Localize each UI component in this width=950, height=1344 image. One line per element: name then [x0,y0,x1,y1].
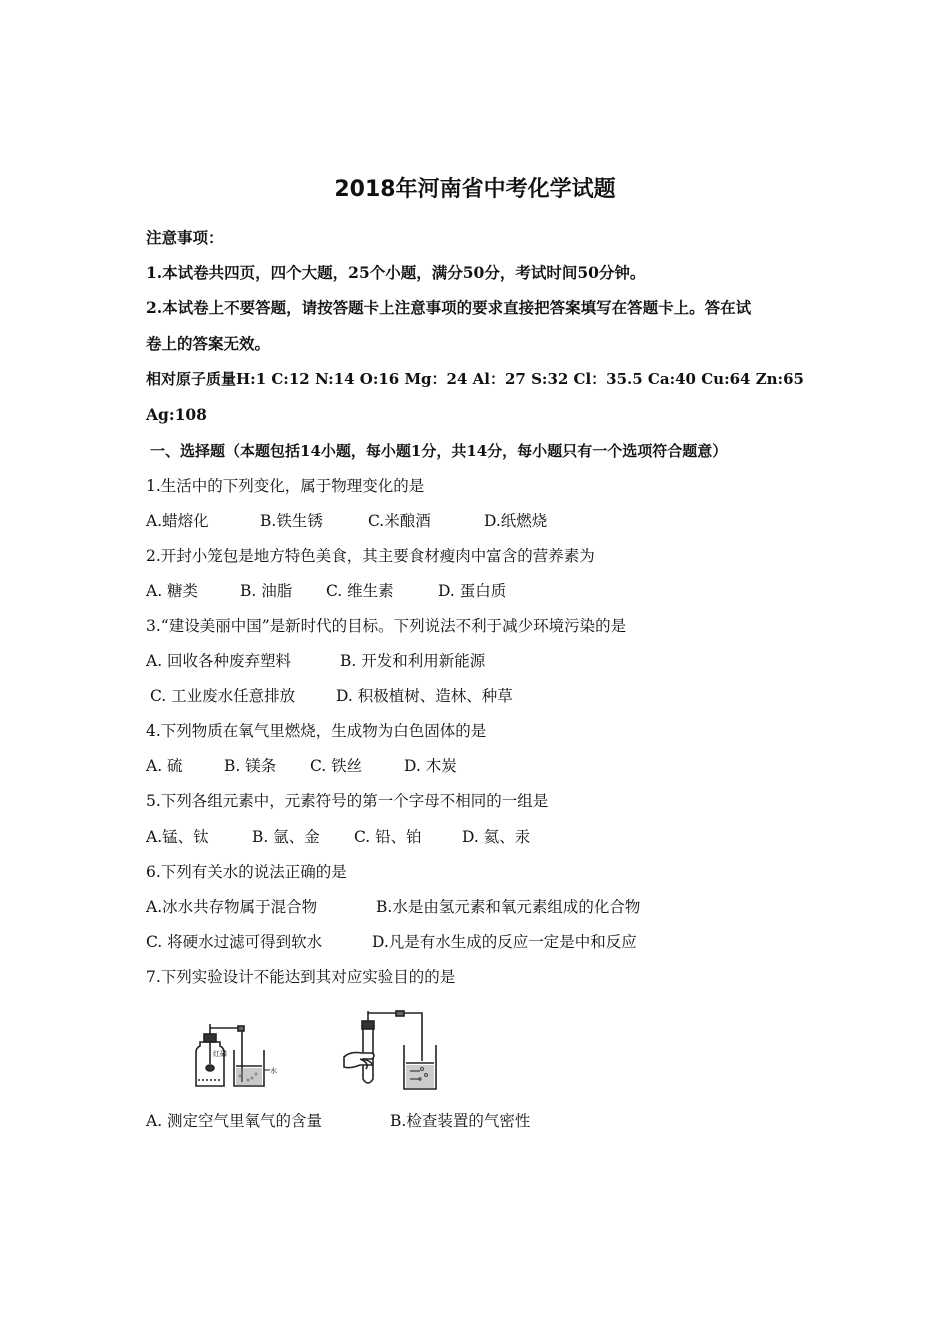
option-a: A.冰水共存物属于混合物 [146,898,318,916]
question-7-options [146,1110,530,1132]
question-7-stem: 7.下列实验设计不能达到其对应实验目的的是 [146,968,456,986]
notice-heading: 注意事项： [146,228,224,247]
option-b: B.水是由氢元素和氧元素组成的化合物 [376,898,641,916]
option-b: B. 开发和利用新能源 [340,652,486,670]
question-2-options [146,580,506,602]
figure-a-oxygen-apparatus [190,1020,280,1092]
figure-b-airtightness-apparatus [336,1005,446,1095]
notice-item-2-line-1: 2.本试卷上不要答题，请按答题卡上注意事项的要求直接把答案填写在答题卡上。答在试 [146,298,752,317]
question-3-stem: 3.“建设美丽中国”是新时代的目标。下列说法不利于减少环境污染的是 [146,617,627,635]
question-6-options-row-1 [146,896,640,918]
question-2-stem: 2.开封小笼包是地方特色美食，其主要食材瘦肉中富含的营养素为 [146,547,595,565]
question-3-options-row-1 [146,650,485,672]
option-d: D.凡是有水生成的反应一定是中和反应 [372,933,637,951]
option-c: C. 维生素 [326,582,394,600]
option-a: A.蜡熔化 [146,512,209,530]
option-a: A.锰、钛 [146,828,209,846]
notice-item-2-line-2: 卷上的答案无效。 [146,334,271,353]
option-c: C.米酿酒 [368,512,431,530]
atomic-mass-line-2: Ag:108 [146,405,207,424]
question-6-stem: 6.下列有关水的说法正确的是 [146,863,347,881]
option-a: A. 糖类 [146,582,199,600]
option-b: B.检查装置的气密性 [390,1112,531,1130]
option-b: B. 油脂 [240,582,293,600]
question-1-options [146,510,547,532]
option-b: B. 氩、金 [252,828,320,846]
question-3-options-row-2 [150,685,513,707]
option-d: D. 积极植树、造林、种草 [336,687,513,705]
question-4-options [146,755,457,777]
question-1-stem: 1.生活中的下列变化，属于物理变化的是 [146,477,425,495]
option-a: A. 测定空气里氧气的含量 [146,1112,323,1130]
option-c: C. 铁丝 [310,757,363,775]
option-d: D. 氦、汞 [462,828,531,846]
question-5-options [146,826,530,848]
question-6-options-row-2 [146,931,637,953]
option-c: C. 将硬水过滤可得到软水 [146,933,323,951]
notice-item-1: 1.本试卷共四页，四个大题，25个小题，满分50分，考试时间50分钟。 [146,263,646,282]
option-d: D.纸燃烧 [484,512,548,530]
option-a: A. 回收各种废弃塑料 [146,652,292,670]
option-b: B. 镁条 [224,757,277,775]
option-c: C. 铅、铂 [354,828,422,846]
option-c: C. 工业废水任意排放 [150,687,296,705]
section-heading: 一、选择题（本题包括14小题，每小题1分，共14分，每小题只有一个选项符合题意） [150,442,728,460]
label-water: 水 [270,1067,277,1075]
option-b: B.铁生锈 [260,512,323,530]
atomic-mass-line-1: 相对原子质量H:1 C:12 N:14 O:16 Mg：24 Al：27 S:32 Cl：35.5 Ca:40 Cu:64 Zn:65 [146,370,804,388]
question-5-stem: 5.下列各组元素中，元素符号的第一个字母不相同的一组是 [146,792,549,810]
label-red-phosphorus: 红磷 [213,1050,227,1058]
page-title: 2018年河南省中考化学试题 [334,177,616,202]
option-d: D. 木炭 [404,757,457,775]
option-a: A. 硫 [146,757,183,775]
question-4-stem: 4.下列物质在氧气里燃烧，生成物为白色固体的是 [146,722,487,740]
option-d: D. 蛋白质 [438,582,507,600]
